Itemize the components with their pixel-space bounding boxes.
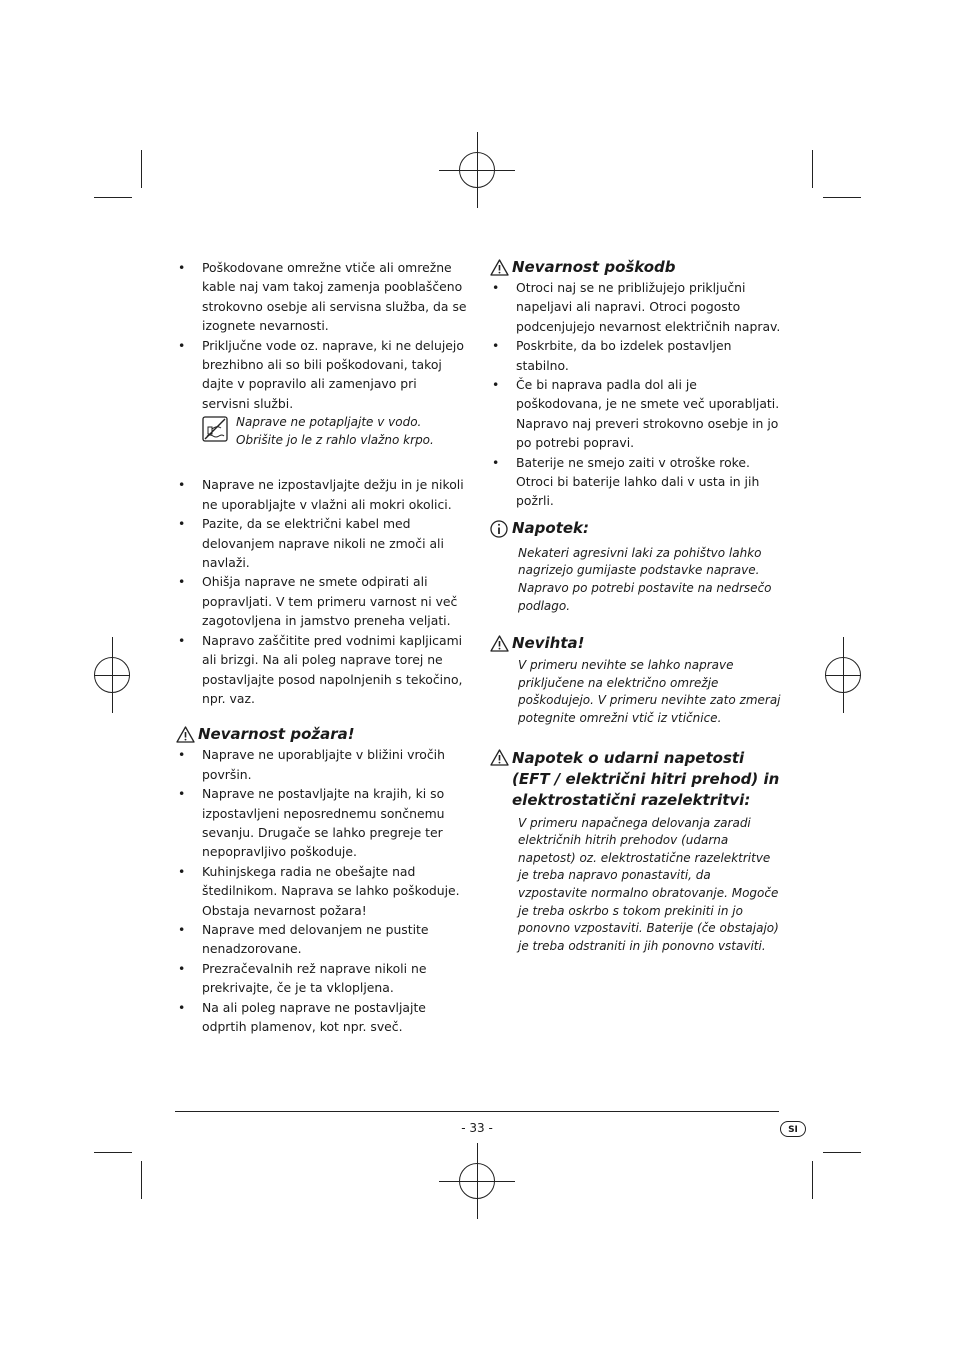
right-column (490, 258, 782, 955)
list-item: • Kuhinjskega radia ne obešajte nad štedilnikom. Naprava se lahko poškoduje. Obstaja nevarnost požara! (176, 862, 468, 920)
fire-hazard-list (176, 745, 468, 1036)
warning-triangle-icon (176, 726, 198, 743)
injury-hazard-list (490, 278, 782, 511)
list-item: • Naprave ne uporabljajte v bližini vročih površin. (176, 745, 468, 784)
list-item: • Napravo zaščitite pred vodnimi kapljicami ali brizgi. Na ali poleg naprave torej ne postavljajte posod napolnjenih s tekočino, npr. vaz. (176, 631, 468, 709)
list-item: • Pazite, da se električni kabel med delovanjem naprave nikoli ne zmoči ali navlaži. (176, 514, 468, 572)
safety-list-1 (176, 258, 468, 413)
warning-triangle-icon (490, 259, 512, 276)
left-column (176, 258, 468, 1036)
list-item: • Naprave ne izpostavljajte dežju in je nikoli ne uporabljajte v vlažni ali mokri okolici. (176, 475, 468, 514)
storm-heading: Nevihta! (490, 634, 782, 653)
fire-hazard-heading: Nevarnost požara! (176, 725, 468, 744)
storm-text: V primeru nevihte se lahko naprave priključene na električno omrežje poškodujejo. V primeru nevihte zato zmeraj potegnite omrežni vtič iz vtičnice. (518, 658, 781, 726)
info-circle-icon (490, 520, 512, 538)
language-badge: SI (780, 1121, 806, 1137)
warning-triangle-icon (490, 749, 512, 766)
list-item: • Če bi naprava padla dol ali je poškodovana, je ne smete več uporabljati. Napravo naj preveri strokovno osebje in jo po potrebi popravi. (490, 375, 782, 453)
list-item: • Ohišja naprave ne smete odpirati ali popravljati. V tem primeru varnost ni več zagotovljena in jamstvo preneha veljati. (176, 572, 468, 630)
footer-rule (175, 1111, 779, 1112)
water-warning-note (176, 414, 468, 449)
safety-list-2 (176, 475, 468, 708)
page-number: - 33 - (461, 1121, 493, 1135)
list-item: • Otroci naj se ne približujejo priključni napeljavi ali napravi. Otroci pogosto podcenjujejo nevarnost električnih naprav. (490, 278, 782, 336)
warning-triangle-icon (490, 635, 512, 652)
list-item: • Poškodovane omrežne vtiče ali omrežne kable naj vam takoj zamenja pooblaščeno strokovno osebje ali servisna služba, da se izognete nevarnosti. (176, 258, 468, 336)
note-text: Nekateri agresivni laki za pohištvo lahko nagrizejo gumijaste podstavke naprave. Napravo po potrebi postavite na nedrsečo podlago. (518, 545, 772, 613)
list-item: • Prezračevalnih rež naprave nikoli ne prekrivajte, če je ta vklopljena. (176, 959, 468, 998)
list-item: • Naprave med delovanjem ne pustite nenadzorovane. (176, 920, 468, 959)
water-note-text: Naprave ne potapljajte v vodo. Obrišite jo le z rahlo vlažno krpo. (236, 415, 434, 447)
list-item: • Naprave ne postavljajte na krajih, ki so izpostavljeni neposrednemu sončnemu sevanju. Drugače se lahko pregreje ter nepopravljivo poškoduje. (176, 784, 468, 862)
list-item: • Poskrbite, da bo izdelek postavljen stabilno. (490, 336, 782, 375)
eft-heading: Napotek o udarni napetosti (EFT / električni hitri prehod) in elektrostatični razelektritvi: (490, 748, 782, 811)
no-water-immersion-icon (202, 414, 236, 449)
injury-hazard-heading: Nevarnost poškodb (490, 258, 782, 277)
note-heading: Napotek: (490, 519, 782, 538)
eft-text: V primeru napačnega delovanja zaradi električnih hitrih prehodov (udarna napetost) oz. elektrostatične razelektritve je treba napravo ponastaviti, da vzpostavite normalno obratovanje. Mogoče je treba oskrbo s tokom prekiniti in jo ponovno vzpostaviti. Baterije (če obstajajo) je treba odstraniti in jih ponovno vstaviti. (518, 815, 779, 953)
list-item: • Priključne vode oz. naprave, ki ne delujejo brezhibno ali so bili poškodovani, takoj dajte v popravilo ali zamenjavo pri servisni službi. (176, 336, 468, 414)
list-item: • Na ali poleg naprave ne postavljajte odprtih plamenov, kot npr. sveč. (176, 998, 468, 1037)
list-item: • Baterije ne smejo zaiti v otroške roke. Otroci bi baterije lahko dali v usta in jih požrli. (490, 453, 782, 511)
